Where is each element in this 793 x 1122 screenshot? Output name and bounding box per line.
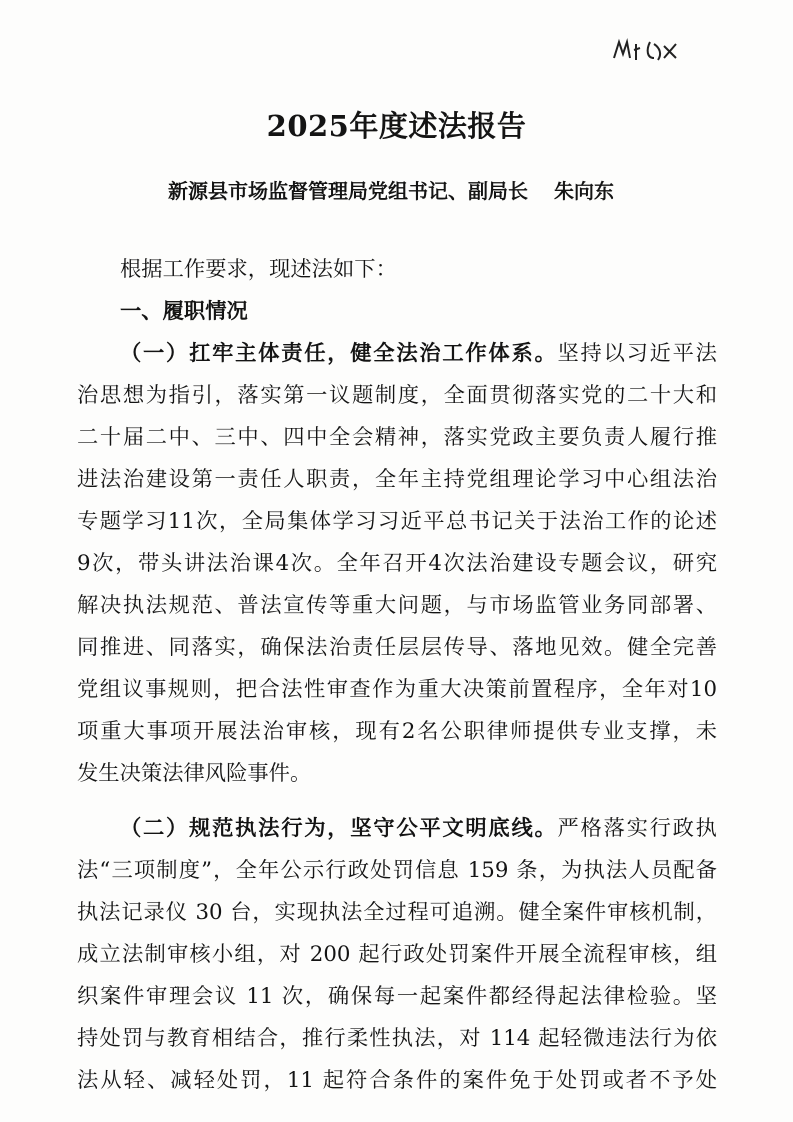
- paragraph-line: 党组议事规则，把合法性审查作为重大决策前置程序，全年对10: [77, 677, 717, 702]
- paragraph-lead: （一）扛牢主体责任，健全法治工作体系。: [120, 341, 558, 366]
- paragraph-line: 织案件审理会议 11 次，确保每一起案件都经得起法律检验。坚: [77, 984, 717, 1009]
- paragraph-line: 法“三项制度”，全年公示行政处罚信息 159 条，为执法人员配备: [77, 858, 717, 883]
- paragraph-line: 进法治建设第一责任人职责，全年主持党组理论学习中心组法治: [77, 467, 717, 492]
- section-heading: 一、履职情况: [120, 299, 248, 324]
- intro-text: 根据工作要求，现述法如下：: [120, 257, 397, 282]
- document-title: 2025年度述法报告: [266, 109, 527, 143]
- paragraph-line: 成立法制审核小组，对 200 起行政处罚案件开展全流程审核，组: [77, 942, 717, 967]
- paragraph-line: [120, 814, 717, 844]
- paragraph-line: 治思想为指引，落实第一议题制度，全面贯彻落实党的二十大和: [77, 383, 717, 408]
- paragraph-text: 坚持以习近平法: [557, 341, 717, 366]
- handwritten-signature: [610, 36, 690, 70]
- paragraph-line: 发生决策法律风险事件。: [77, 761, 312, 786]
- paragraph-line: 执法记录仪 30 台，实现执法全过程可追溯。健全案件审核机制，: [77, 900, 717, 925]
- paragraph-line: 持处罚与教育相结合，推行柔性执法，对 114 起轻微违法行为依: [77, 1026, 717, 1051]
- paragraph-text: 严格落实行政执: [557, 816, 717, 841]
- paragraph-line: 二十届二中、三中、四中全会精神，落实党政主要负责人履行推: [77, 425, 717, 450]
- author-name: 朱向东: [554, 179, 614, 203]
- author-organization: 新源县市场监督管理局党组书记、副局长: [168, 179, 528, 203]
- paragraph-line: 解决执法规范、普法宣传等重大问题，与市场监管业务同部署、: [77, 593, 717, 618]
- paragraph-lead: （二）规范执法行为，坚守公平文明底线。: [120, 816, 558, 841]
- author-line: [168, 175, 614, 204]
- paragraph-line: [120, 339, 717, 369]
- paragraph-line: 同推进、同落实，确保法治责任层层传导、落地见效。健全完善: [77, 635, 717, 660]
- paragraph-line: 9次，带头讲法治课4次。全年召开4次法治建设专题会议，研究: [77, 551, 717, 576]
- signature-mark: [610, 36, 690, 70]
- paragraph-line: 项重大事项开展法治审核，现有2名公职律师提供专业支撑，未: [77, 719, 717, 744]
- paragraph-line: 法从轻、减轻处罚，11 起符合条件的案件免于处罚或者不予处: [77, 1068, 717, 1093]
- paragraph-line: 专题学习11次，全局集体学习习近平总书记关于法治工作的论述: [77, 509, 717, 534]
